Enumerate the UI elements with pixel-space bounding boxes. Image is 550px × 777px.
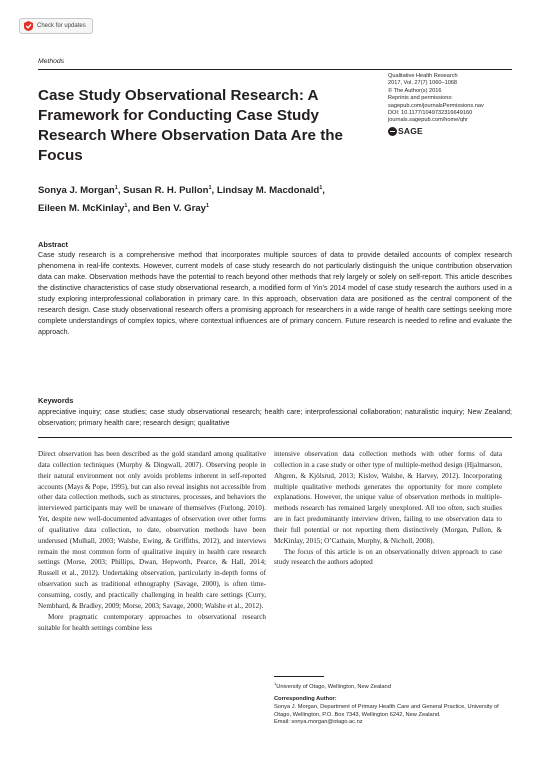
author-separator: ,: [211, 185, 217, 197]
crossmark-icon: [24, 21, 33, 31]
affiliation-text: University of Otago, Wellington, New Zealand: [276, 683, 391, 690]
body-paragraph: More pragmatic contemporary approaches to observational research suitable for health settings combine less: [38, 612, 266, 632]
author-name: Eileen M. McKinlay: [38, 202, 125, 214]
abstract-text: Case study research is a comprehensive method that incorporates multiple sources of data to provide detailed accounts of complex research phenomena in real-life contexts. However, current models of case study research do not particularly distinguish the unique contribution observation data can make. Observation methods have the potential to reach beyond other methods that rely largely or solely on self-report. This article describes the distinctive characteristics of case study observational research, a modified form of Yin’s 2014 model of case study research the authors used in a study exploring interprofessional collaboration in primary care. In this approach, observation data are positioned as the central component of the research design. Case study observational research offers a promising approach for researchers in a wide range of health care settings seeking more complete understandings of complex topics, where contextual influences are of primary concern. Future research is needed to refine and evaluate the approach.: [38, 251, 512, 336]
journal-copyright: © The Author(s) 2016: [388, 87, 442, 94]
abstract-heading: Abstract: [38, 240, 68, 249]
body-column-left: [38, 449, 266, 633]
corresponding-author-text: Sonya J. Morgan, Department of Primary Health Care and General Practice, University of Otago, Wellington, P.O. Box 7343, Wellington 6242, New Zealand.: [274, 704, 499, 718]
author-separator: ,: [117, 185, 124, 197]
author-name: Lindsay M. Macdonald: [216, 185, 320, 197]
check-for-updates-label: Check for updates: [37, 23, 86, 29]
sage-logo-icon: [388, 127, 397, 136]
body-column-right: [274, 449, 502, 568]
article-title: Case Study Observational Research: A Framework for Conducting Case Study Research Where Observation Data Are the Focus: [38, 87, 343, 164]
footnotes: [274, 680, 512, 727]
journal-info: [388, 73, 518, 136]
author-list: [38, 181, 438, 216]
check-for-updates-button[interactable]: [19, 18, 93, 34]
body-paragraph: Direct observation has been described as the gold standard among qualitative data collection techniques (Murphy & Dingwall, 2007). Observing people in their natural environment not only avoids problems inherent in self-reported accounts (Mays & Pope, 1995), but can also reveal insights not accessible from other data collection methods, such as structures, processes, and behaviors the interviewed participants may well be unaware of themselves (Furlong, 2010). Yet, despite new well-documented advantages of observation over other forms of qualitative data collection, to date, observation methods have been underused (Mulhall, 2003; Walshe, Ewing, & Griffiths, 2012), and interviews remain the most common form of qualitative inquiry in health care research settings (Morse, 2003; Phillips, Dwan, Hepworth, Pearce, & Hall, 2014; Russell et al., 2012). Undertaking observation, particularly in-depth forms of observation such as traditional ethnography (Savage, 2000), is often time-consuming, costly, and practically challenging in health care settings (Curry, Nembhard, & Bradley, 2009; Morse, 2003; Savage, 2000; Walshe et al., 2012).: [38, 450, 266, 610]
abstract-divider: [38, 437, 512, 438]
corresponding-author-email[interactable]: Email: sonya.morgan@otago.ac.nz: [274, 719, 363, 726]
journal-permissions-link[interactable]: sagepub.com/journalsPermissions.nav: [388, 102, 484, 109]
journal-doi[interactable]: DOI: 10.1177/1049732316649160: [388, 110, 473, 117]
sage-logo: [388, 127, 518, 136]
author-name: Susan R. H. Pullon: [123, 185, 209, 197]
keywords-text: appreciative inquiry; case studies; case study observational research; health care; interprofessional collaboration; naturalistic inquiry; New Zealand; observation; primary health care; research design; qualitative: [38, 408, 512, 427]
author-affiliation-marker: 1: [114, 185, 118, 191]
author-name: Sonya J. Morgan: [38, 185, 115, 197]
author-affiliation-marker: 1: [124, 202, 128, 209]
keywords-heading: Keywords: [38, 396, 74, 405]
author-affiliation-marker: 1: [208, 185, 212, 191]
author-affiliation-marker: 1: [319, 185, 323, 191]
journal-name: Qualitative Health Research: [388, 73, 458, 79]
journal-volume: 2017, Vol. 27(7) 1060–1068: [388, 80, 458, 87]
section-label: Methods: [38, 58, 65, 65]
affiliation-marker: 1: [274, 681, 277, 686]
header-divider: [38, 69, 512, 70]
author-name: Ben V. Gray: [152, 202, 207, 214]
corresponding-author-heading: Corresponding Author:: [274, 696, 337, 703]
journal-homepage-link[interactable]: journals.sagepub.com/home/qhr: [388, 117, 468, 124]
author-affiliation-marker: 1: [206, 202, 210, 209]
journal-reprints-label: Reprints and permissions:: [388, 95, 453, 102]
body-paragraph: intensive observation data collection methods with other forms of data collection in a case study or other type of multiple-method design (Hjalmarson, Ahgren, & Kjölsrud, 2013; Kislov, Walshe, & Harvey, 2012). Incorporating multiple qualitative methods generates the opportunity for more complete explanations. However, the unique value of observation methods in multiple-methods research has remained largely unexplored. All too often, such studies are in fact predominantly interview driven, failing to use observation data to their full potential or not reporting them distinctively (Morgan, Pullon, & McKinlay, 2015; O’Cathain, Murphy, & Nicholl, 2008).: [274, 450, 502, 545]
body-paragraph: The focus of this article is on an observationally driven approach to case study research the authors adopted: [274, 547, 502, 567]
author-separator: , and: [127, 202, 153, 214]
affiliation-footnote: [274, 680, 512, 691]
sage-logo-text: SAGE: [398, 125, 423, 136]
author-separator: ,: [322, 185, 325, 197]
footnote-divider: [274, 676, 324, 677]
